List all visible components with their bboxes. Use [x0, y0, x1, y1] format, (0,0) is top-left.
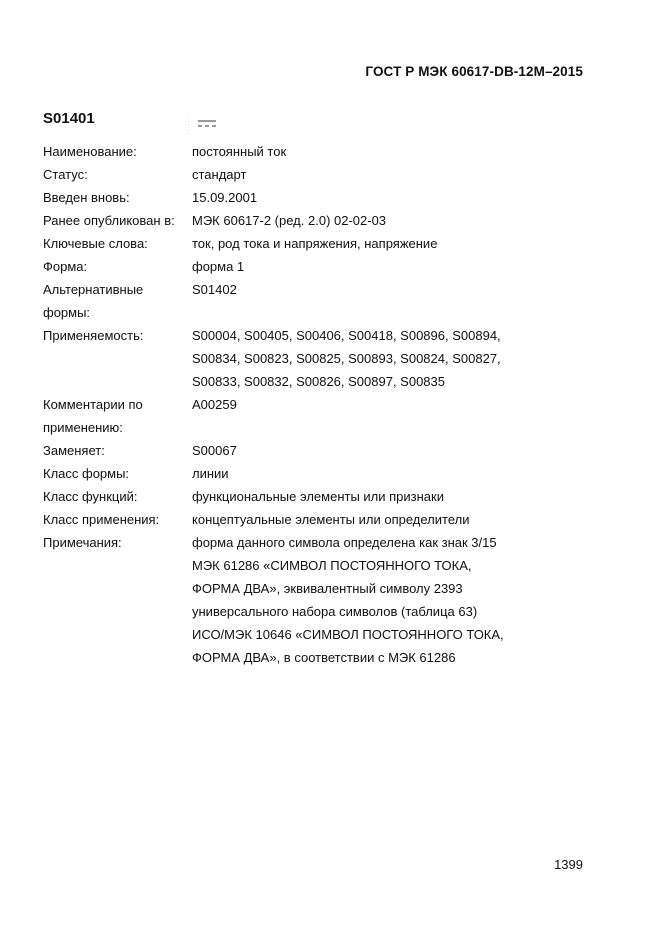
field-label: Альтернативные формы: — [43, 282, 144, 320]
field-value: ток, род тока и напряжения, напряжение — [192, 236, 438, 251]
field-value: S00004, S00405, S00406, S00418, S00896, S00894, S00834, S00823, S00825, S00893, S00824, S00827, S00833, S00832, S00826, S00897, S00835 — [192, 328, 501, 389]
field-value: форма данного символа определена как знак 3/15 МЭК 61286 «СИМВОЛ ПОСТОЯННОГО ТОКА, ФОРМА ДВА», эквивалентный символу 2393 универсального набора символов (таблица 63) ИСО/МЭК 10646 «СИМВОЛ ПОСТОЯННОГО ТОКА, ФОРМА ДВА», в соответствии с МЭК 61286 — [192, 535, 504, 665]
field-usage-comments — [43, 393, 583, 439]
field-label: Заменяет: — [43, 443, 105, 458]
field-keywords — [43, 232, 583, 255]
field-value: линии — [192, 466, 229, 481]
dc-current-symbol-icon — [188, 114, 220, 136]
field-applicability — [43, 324, 583, 393]
field-introduced — [43, 186, 583, 209]
field-application-class — [43, 508, 583, 531]
entry-fields — [43, 140, 583, 669]
symbol-code-title: S01401 — [43, 110, 95, 127]
field-label: Наименование: — [43, 144, 137, 159]
field-value: концептуальные элементы или определители — [192, 512, 470, 527]
field-status — [43, 163, 583, 186]
field-value: S00067 — [192, 443, 237, 458]
field-value: S01402 — [192, 282, 237, 297]
field-label: Введен вновь: — [43, 190, 130, 205]
field-value: 15.09.2001 — [192, 190, 258, 205]
field-form — [43, 255, 583, 278]
field-value: форма 1 — [192, 259, 245, 274]
field-name — [43, 140, 583, 163]
field-label: Класс применения: — [43, 512, 160, 527]
field-value: постоянный ток — [192, 144, 287, 159]
field-replaces — [43, 439, 583, 462]
field-notes — [43, 531, 583, 669]
field-value: стандарт — [192, 167, 247, 182]
field-label: Статус: — [43, 167, 88, 182]
field-value: A00259 — [192, 397, 237, 412]
field-previously-published — [43, 209, 583, 232]
standard-code: ГОСТ Р МЭК 60617-DB-12M–2015 — [365, 64, 583, 79]
field-alternative-forms — [43, 278, 583, 324]
field-label: Комментарии по применению: — [43, 397, 143, 435]
page-number: 1399 — [554, 857, 583, 872]
field-label: Класс функций: — [43, 489, 138, 504]
field-value: МЭК 60617-2 (ред. 2.0) 02-02-03 — [192, 213, 387, 228]
field-value: функциональные элементы или признаки — [192, 489, 444, 504]
field-label: Ключевые слова: — [43, 236, 148, 251]
field-label: Класс формы: — [43, 466, 130, 481]
field-label: Примечания: — [43, 535, 122, 550]
field-function-class — [43, 485, 583, 508]
field-label: Форма: — [43, 259, 88, 274]
field-form-class — [43, 462, 583, 485]
field-label: Ранее опубликован в: — [43, 213, 175, 228]
field-label: Применяемость: — [43, 328, 144, 343]
